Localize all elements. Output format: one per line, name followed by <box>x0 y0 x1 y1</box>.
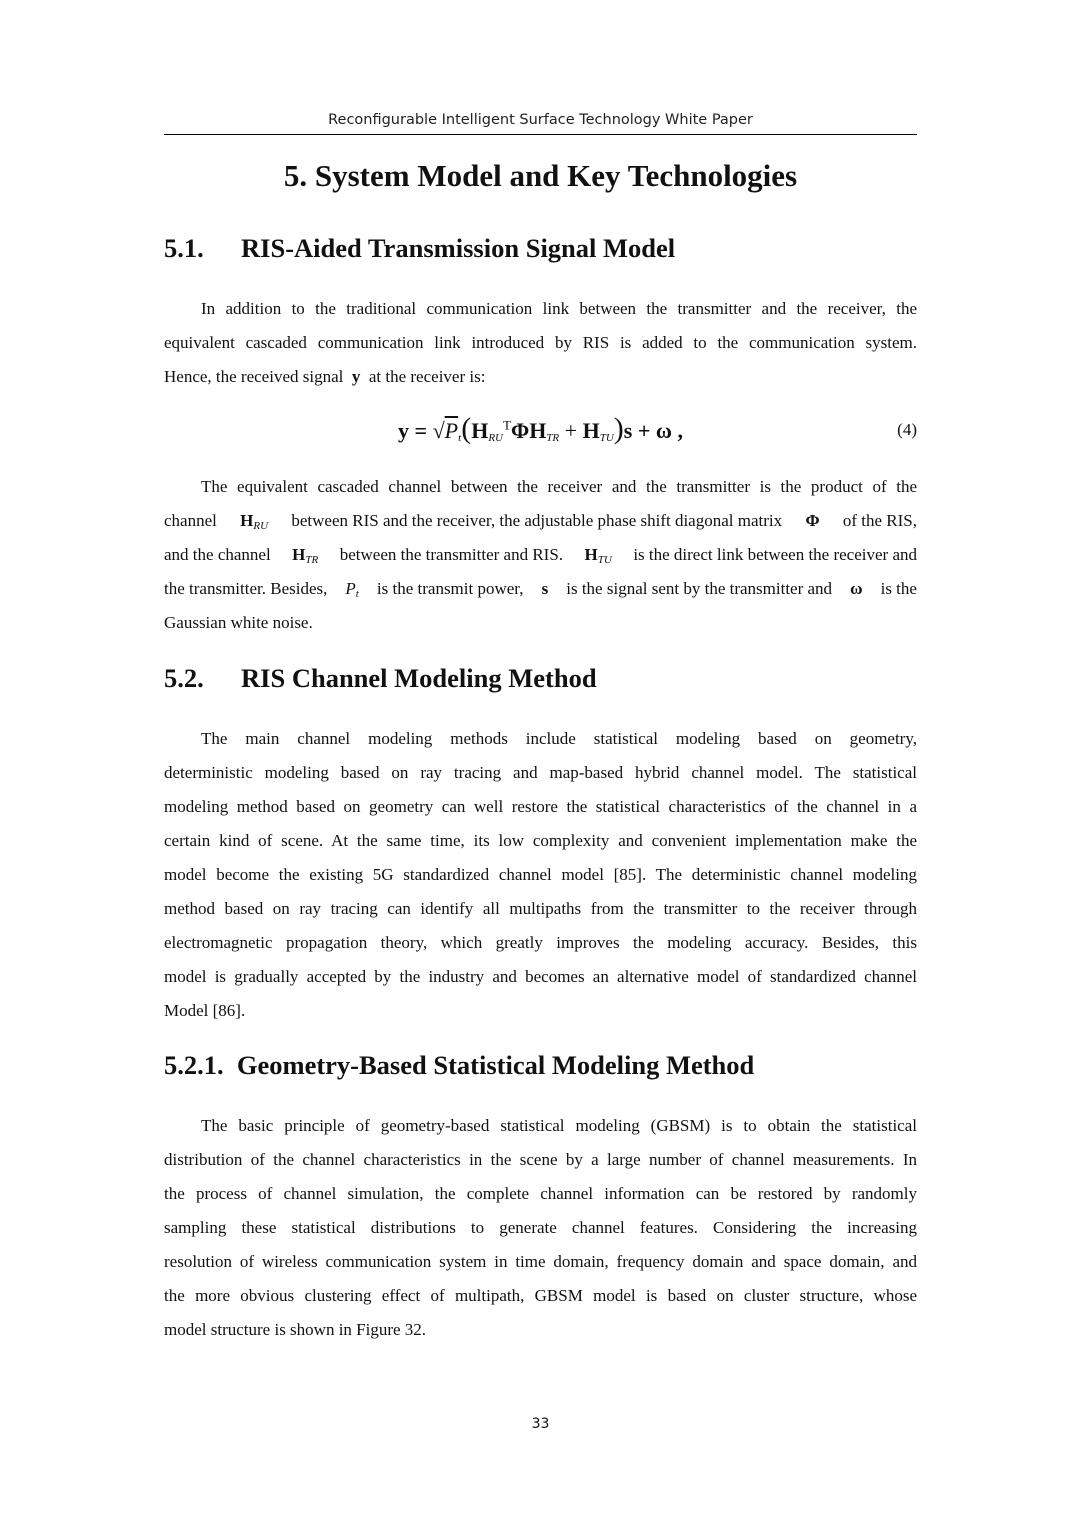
eq-paren: ) <box>613 412 624 445</box>
text: between RIS and the receiver, the adjustable phase shift diagonal matrix <box>291 511 783 530</box>
chapter-title: 5. System Model and Key Technologies <box>283 158 798 193</box>
section-5-2-heading <box>164 663 917 694</box>
text: at the receiver is: <box>368 367 486 386</box>
sym: H <box>584 545 598 564</box>
sub: TR <box>305 554 319 566</box>
section-5-2-1-heading <box>164 1050 917 1081</box>
text-line: model become the existing 5G standardized channel model [85]. The deterministic channel modeling <box>164 865 917 884</box>
math-s: s <box>541 579 549 598</box>
text-line <box>164 538 917 572</box>
paragraph-intro <box>164 292 917 394</box>
text: between the transmitter and RIS. <box>339 545 564 564</box>
sub: TU <box>597 554 612 566</box>
running-header: Reconfigurable Intelligent Surface Technology White Paper <box>328 112 753 128</box>
header-rule <box>164 134 917 135</box>
text-line: resolution of wireless communication system in time domain, frequency domain and space domain, and <box>164 1252 917 1271</box>
text-line: model is gradually accepted by the industry and becomes an alternative model of standardized channel <box>164 967 917 986</box>
text: of the RIS, <box>842 511 917 530</box>
text-line: distribution of the channel characteristics in the scene by a large number of channel measurements. In <box>164 1150 917 1169</box>
text: channel <box>164 511 217 530</box>
section-5-1-heading <box>164 233 917 264</box>
section-number: 5.2. <box>164 663 204 693</box>
eq-lhs: y = <box>398 418 433 443</box>
text-line: Gaussian white noise. <box>164 613 313 632</box>
eq-paren: ( <box>461 412 472 445</box>
text-line: electromagnetic propagation theory, which greatly improves the modeling accuracy. Besides, this <box>164 933 917 952</box>
sub: RU <box>253 520 269 532</box>
eq-sqrt: √ <box>432 418 445 443</box>
text: the transmitter. Besides, <box>164 579 328 598</box>
text: is the direct link between the receiver and <box>633 545 917 564</box>
math-pt <box>345 572 358 606</box>
text: and the channel <box>164 545 271 564</box>
section-title: RIS Channel Modeling Method <box>241 663 597 693</box>
math-phi: Φ <box>805 511 820 530</box>
page-number: 33 <box>531 1416 550 1432</box>
paragraph-cascaded-channel <box>164 470 917 640</box>
text-line: the process of channel simulation, the complete channel information can be restored by randomly <box>164 1184 917 1203</box>
text: Hence, the received signal <box>164 367 344 386</box>
text-line <box>164 504 917 538</box>
text: is the transmit power, <box>376 579 524 598</box>
math-h-ru <box>240 504 268 538</box>
eq-sub: TU <box>599 432 614 444</box>
eq-p: P <box>444 418 459 443</box>
section-number: 5.2.1. <box>164 1050 224 1080</box>
sym: H <box>292 545 306 564</box>
eq-rest: s + ω , <box>623 418 683 443</box>
text-line <box>164 572 917 606</box>
eq-h: H <box>471 418 489 443</box>
text-line: The main channel modeling methods include statistical modeling based on geometry, <box>201 729 917 748</box>
eq-sub: RU <box>488 432 503 444</box>
text-line: the more obvious clustering effect of multipath, GBSM model is based on cluster structure, whose <box>164 1286 917 1305</box>
text-line: certain kind of scene. At the same time, its low complexity and convenient implementation make the <box>164 831 917 850</box>
text-line <box>164 360 917 394</box>
eq-h: H <box>582 418 600 443</box>
text: is the <box>880 579 917 598</box>
paragraph-gbsm <box>164 1109 917 1347</box>
text-line: The equivalent cascaded channel between the receiver and the transmitter is the product of the <box>201 477 917 496</box>
text-line: deterministic modeling based on ray tracing and map-based hybrid channel model. The statistical <box>164 763 917 782</box>
text-line: In addition to the traditional communication link between the transmitter and the receiver, the <box>201 299 917 318</box>
paragraph-channel-modeling <box>164 722 917 1028</box>
text-line: method based on ray tracing can identify all multipaths from the transmitter to the receiver through <box>164 899 917 918</box>
text-line: modeling method based on geometry can well restore the statistical characteristics of the channel in a <box>164 797 917 816</box>
eq-h: H <box>529 418 547 443</box>
eq-sub: t <box>458 432 462 444</box>
sub: t <box>355 588 359 600</box>
text-line: equivalent cascaded communication link introduced by RIS is added to the communication system. <box>164 333 917 352</box>
text-line: sampling these statistical distributions to generate channel features. Considering the increasing <box>164 1218 917 1237</box>
text-line: Model [86]. <box>164 1001 246 1020</box>
section-title: RIS-Aided Transmission Signal Model <box>241 233 676 263</box>
sym: P <box>345 579 356 598</box>
text: is the signal sent by the transmitter and <box>566 579 833 598</box>
equation-number: (4) <box>897 420 917 439</box>
text-line: model structure is shown in Figure 32. <box>164 1320 427 1339</box>
sym: H <box>240 511 254 530</box>
text-line: The basic principle of geometry-based statistical modeling (GBSM) is to obtain the statistical <box>201 1116 917 1135</box>
section-number: 5.1. <box>164 233 204 263</box>
eq-phi: Φ <box>510 418 530 443</box>
section-title: Geometry-Based Statistical Modeling Method <box>236 1050 755 1080</box>
math-h-tr <box>292 538 318 572</box>
math-omega: ω <box>850 579 863 598</box>
eq-sub: TR <box>546 432 560 444</box>
eq-plus: + <box>559 418 583 443</box>
math-symbol: y <box>351 367 361 386</box>
math-h-tu <box>585 538 612 572</box>
eq-sup: T <box>502 417 511 433</box>
